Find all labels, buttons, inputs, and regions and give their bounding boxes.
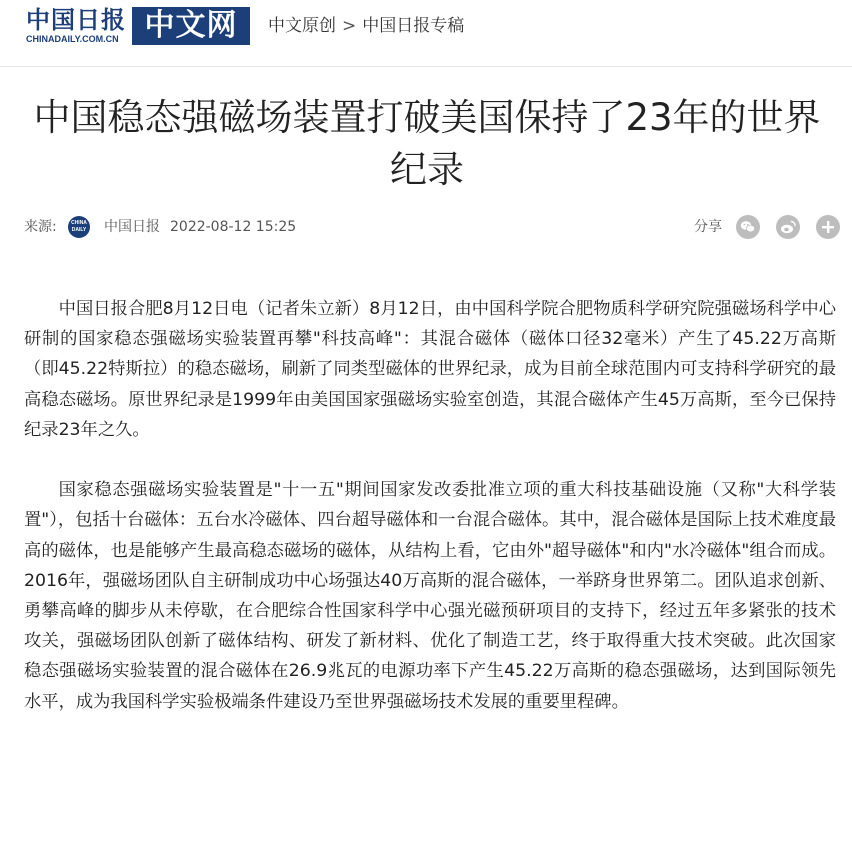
breadcrumb-item-original[interactable]: 中文原创: [268, 16, 336, 36]
publish-date: 2022-08-12 15:25: [170, 219, 297, 235]
source-label: 来源:: [24, 219, 57, 235]
header-divider: [0, 66, 852, 67]
logo-box-text: 中文网: [132, 7, 250, 45]
breadcrumb: [268, 14, 464, 38]
plus-icon[interactable]: [816, 215, 840, 239]
weibo-icon[interactable]: [776, 215, 800, 239]
article-paragraph: 国家稳态强磁场实验装置是"十一五"期间国家发改委批准立项的重大科技基础设施（又称"大科学装置"），包括十台磁体：五台水冷磁体、四台超导磁体和一台混合磁体。其中，混合磁体是国际上技术难度最高的磁体，也是能够产生最高稳态磁场的磁体，从结构上看，它由外"超导磁体"和内"水冷磁体"组合而成。2016年，强磁场团队自主研制成功中心场强达40万高斯的混合磁体，一举跻身世界第二。团队追求创新、勇攀高峰的脚步从未停歇，在合肥综合性国家科学中心强光磁预研项目的支持下，经过五年多紧张的技术攻关，强磁场团队创新了磁体结构、研发了新材料、优化了制造工艺，终于取得重大技术突破。此次国家稳态强磁场实验装置的混合磁体在26.9兆瓦的电源功率下产生45.22万高斯的稳态强磁场，达到国际领先水平，成为我国科学实验极端条件建设乃至世界强磁场技术发展的重要里程碑。: [24, 480, 836, 712]
article-paragraph: 中国日报合肥8月12日电（记者朱立新）8月12日，由中国科学院合肥物质科学研究院强磁场科学中心研制的国家稳态强磁场实验装置再攀"科技高峰"：其混合磁体（磁体口径32毫米）产生了45.22万高斯（即45.22特斯拉）的稳态磁场，刷新了同类型磁体的世界纪录，成为目前全球范围内可支持科学研究的最高稳态磁场。原世界纪录是1999年由美国国家强磁场实验室创造，其混合磁体产生45万高斯，至今已保持纪录23年之久。: [24, 299, 836, 440]
article-meta: [24, 215, 840, 239]
share-label: 分享: [694, 219, 722, 235]
logo-cn-text: 中国日报: [26, 5, 126, 34]
wechat-icon[interactable]: [736, 215, 760, 239]
article-title: 中国稳态强磁场装置打破美国保持了23年的世界纪录: [33, 96, 821, 191]
source-name: 中国日报: [104, 219, 160, 235]
breadcrumb-item-special[interactable]: 中国日报专稿: [362, 16, 465, 36]
china-daily-avatar-icon: CHINA DAILY: [68, 216, 90, 238]
logo-wordmark: [24, 5, 130, 47]
china-daily-logo[interactable]: [24, 5, 250, 47]
article-body: [24, 294, 836, 747]
logo-en-text: CHINADAILY.COM.CN: [26, 34, 119, 44]
site-header: [0, 0, 852, 52]
breadcrumb-separator: >: [342, 16, 357, 36]
